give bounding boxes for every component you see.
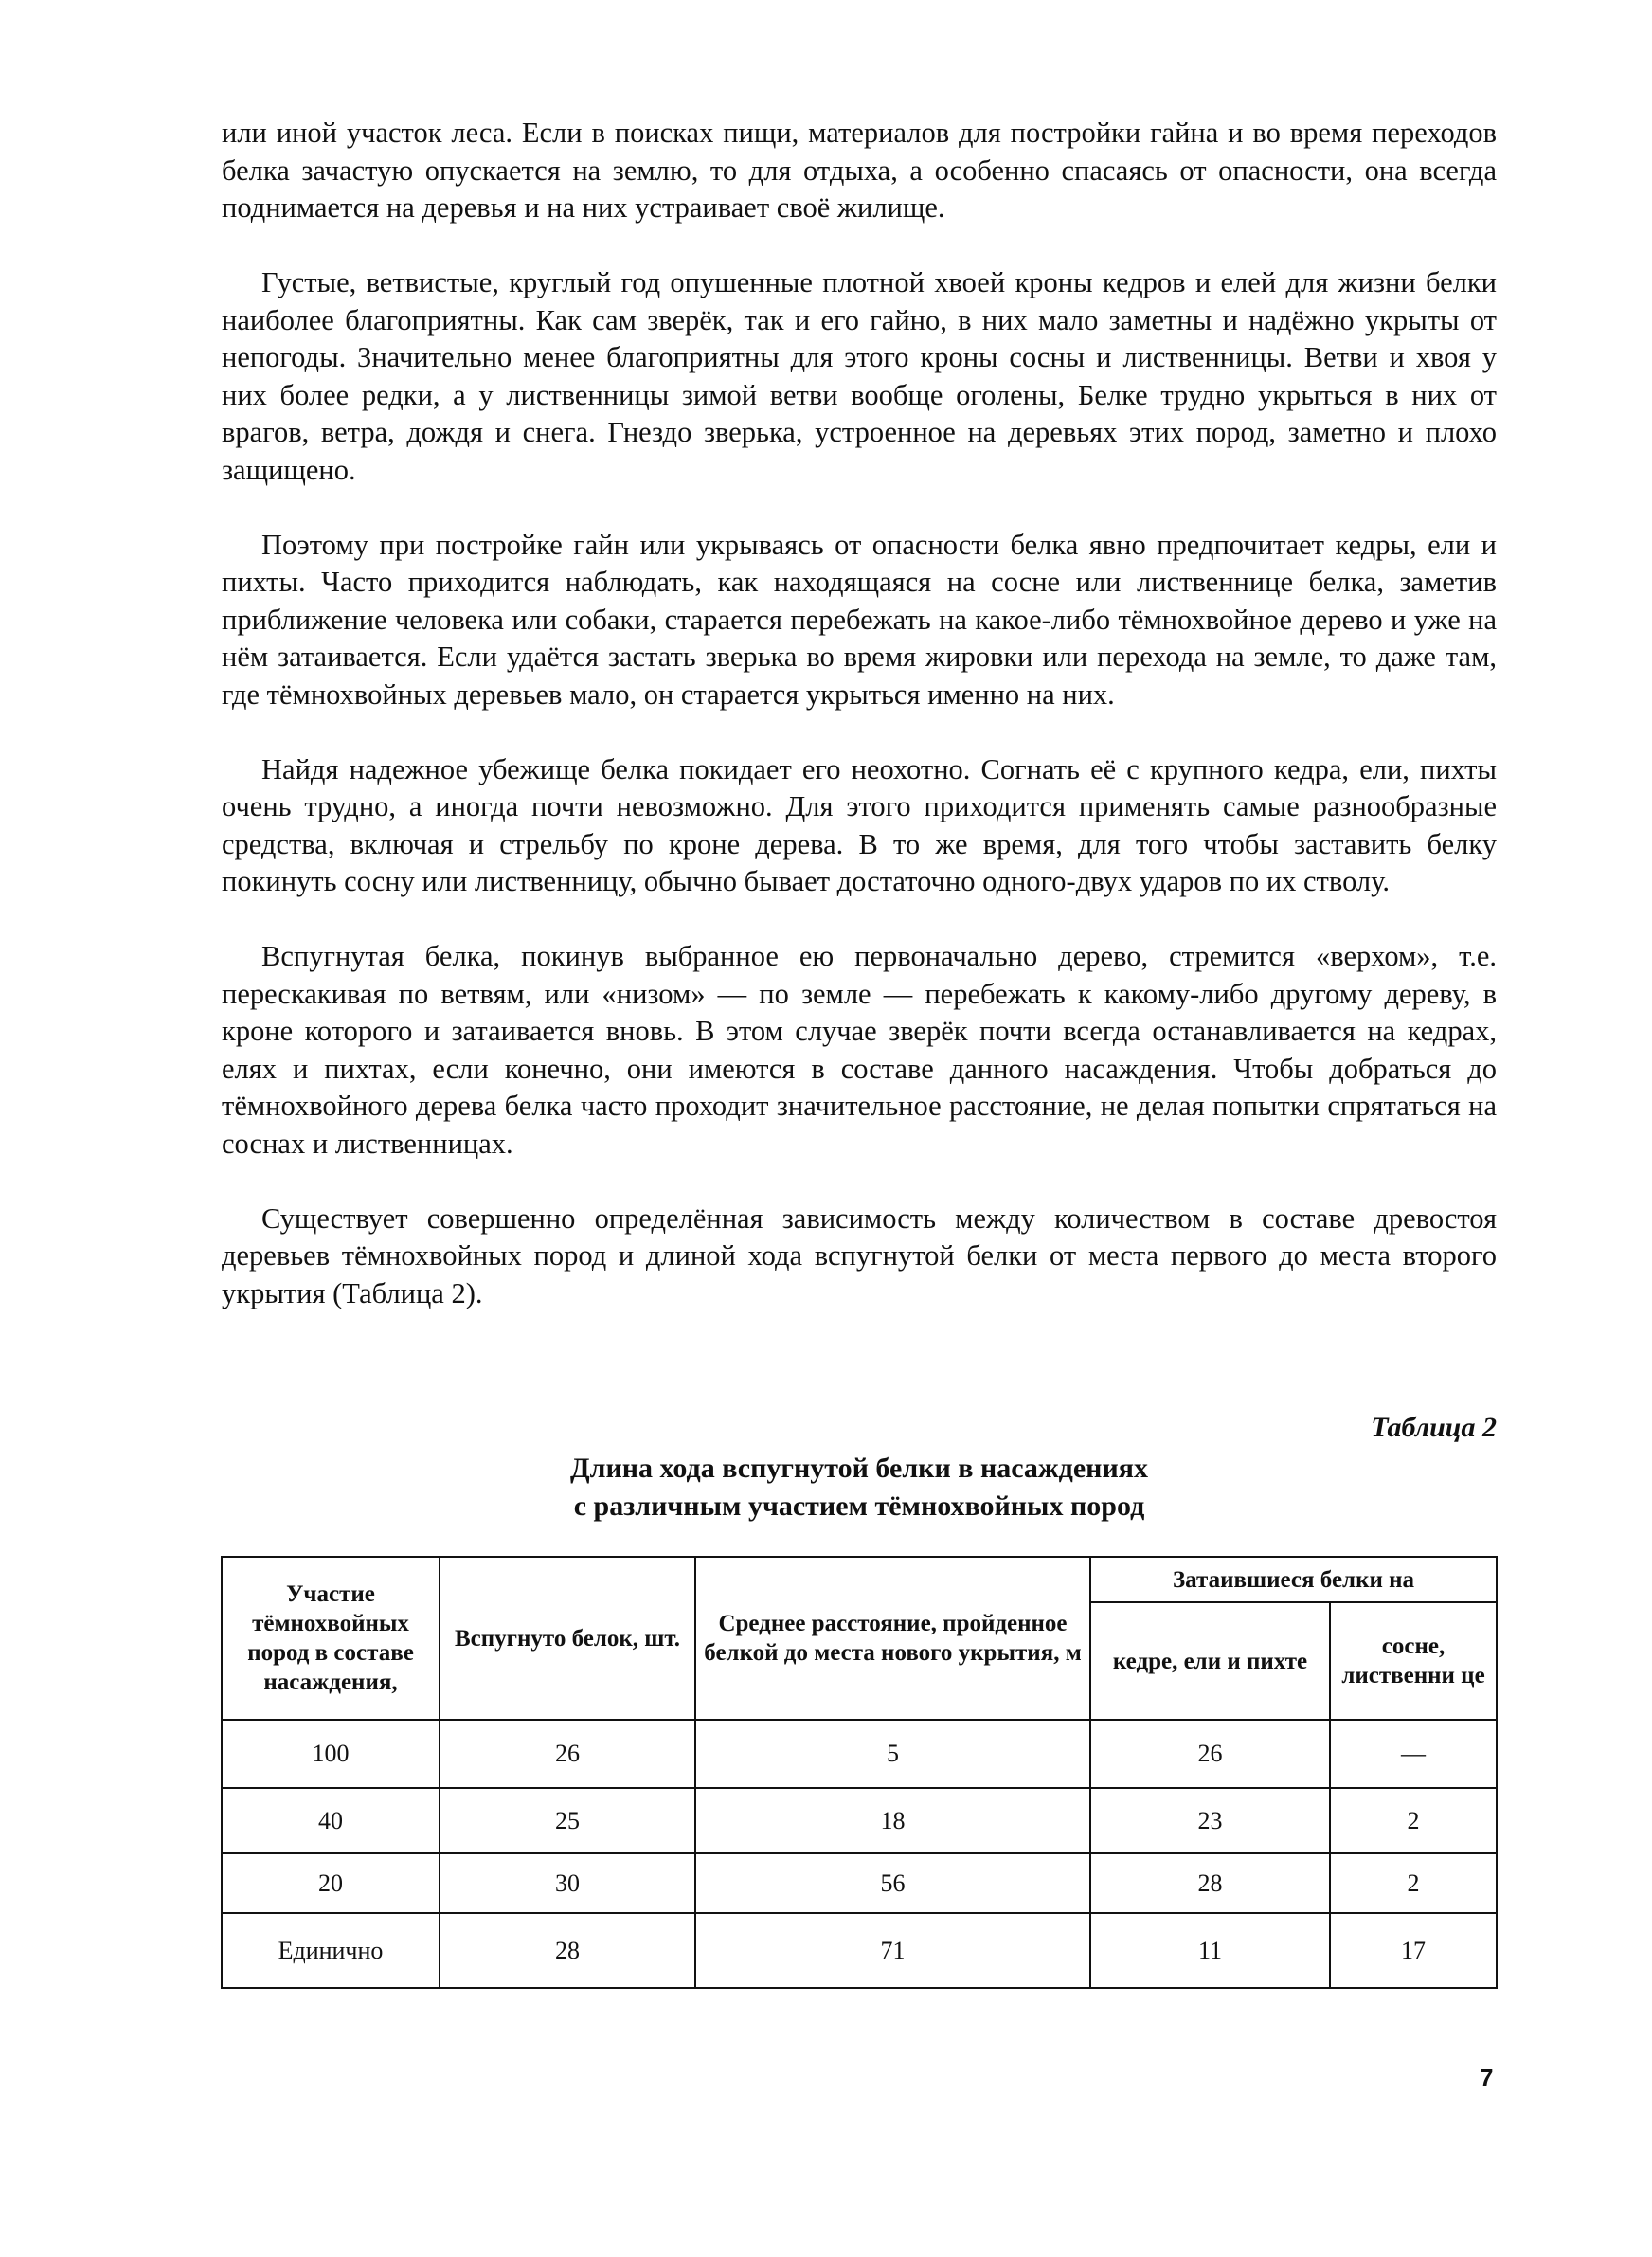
header-participation: Участие тёмнохвойных пород в составе насаждения, — [222, 1557, 440, 1720]
table-row — [222, 1720, 1497, 1788]
paragraph-5: Вспугнутая белка, покинув выбранное ею первоначально дерево, стремится «верхом», т.е. перескакивая по ветвям, или «низом» — по земле — перебежать к какому-либо другому дереву, в кроне которого и затаивается вновь. В этом случае зверёк почти всегда останавливается на кедрах, елях и пихтах, если конечно, они имеются в составе данного насаждения. Чтобы добраться до тёмнохвойного дерева белка часто проходит значительное расстояние, не делая попытки спрятаться на соснах и лиственницах. — [222, 940, 1497, 1160]
body-text — [222, 115, 1497, 1312]
cell-cedar-fir: 23 — [1090, 1788, 1330, 1853]
table-title-line-1: Длина хода вспугнутой белки в насаждениях — [570, 1453, 1148, 1484]
cell-participation: 100 — [222, 1720, 440, 1788]
header-distance: Среднее расстояние, пройденное белкой до места нового укрытия, м — [695, 1557, 1090, 1720]
table-row — [222, 1913, 1497, 1988]
header-pine-larch: сосне, лиственни це — [1330, 1602, 1497, 1720]
cell-flushed: 28 — [440, 1913, 695, 1988]
table-title — [222, 1450, 1497, 1526]
paragraph-3: Поэтому при постройке гайн или укрываясь от опасности белка явно предпочитает кедры, ели и пихты. Часто приходится наблюдать, как находящаяся на сосне или лиственнице белка, заметив приближение человека или собаки, старается перебежать на какое-либо тёмнохвойное дерево и уже на нём затаивается. Если удаётся застать зверька во время жировки или перехода на земле, то даже там, где тёмнохвойных деревьев мало, он старается укрыться именно на них. — [222, 528, 1497, 711]
cell-distance: 56 — [695, 1853, 1090, 1913]
paragraph-6: Существует совершенно определённая зависимость между количеством в составе древостоя деревьев тёмнохвойных пород и длиной хода вспугнутой белки от места первого до места второго укрытия (Таблица 2). — [222, 1201, 1497, 1309]
cell-pine-larch: — — [1330, 1720, 1497, 1788]
cell-pine-larch: 17 — [1330, 1913, 1497, 1988]
cell-flushed: 25 — [440, 1788, 695, 1853]
cell-pine-larch: 2 — [1330, 1853, 1497, 1913]
cell-distance: 5 — [695, 1720, 1090, 1788]
paragraph-2: Густые, ветвистые, круглый год опушенные плотной хвоей кроны кедров и елей для жизни белки наиболее благоприятны. Как сам зверёк, так и его гайно, в них мало заметны и надёжно укрыты от непогоды. Значительно менее благоприятны для этого кроны сосны и лиственницы. Ветви и хвоя у них более редки, а у лиственницы зимой ветви вообще оголены, Белке трудно укрыться в них от врагов, ветра, дождя и снега. Гнездо зверька, устроенное на деревьях этих пород, заметно и плохо защищено. — [222, 266, 1497, 486]
cell-cedar-fir: 26 — [1090, 1720, 1330, 1788]
cell-participation: 20 — [222, 1853, 440, 1913]
cell-cedar-fir: 28 — [1090, 1853, 1330, 1913]
table-title-line-2: с различным участием тёмнохвойных пород — [573, 1490, 1145, 1522]
header-hidden-group: Затаившиеся белки на — [1090, 1557, 1497, 1602]
paragraph-4: Найдя надежное убежище белка покидает его неохотно. Согнать её с крупного кедра, ели, пихты очень трудно, а иногда почти невозможно. Для этого приходится применять самые разнообразные средства, включая и стрельбу по кроне дерева. В то же время, для того чтобы заставить белку покинуть сосну или лиственницу, обычно бывает достаточно одного-двух ударов по их стволу. — [222, 752, 1497, 897]
cell-pine-larch: 2 — [1330, 1788, 1497, 1853]
page-number: 7 — [1480, 2064, 1494, 2092]
data-table — [221, 1556, 1498, 1989]
cell-participation: Единично — [222, 1913, 440, 1988]
cell-distance: 71 — [695, 1913, 1090, 1988]
cell-distance: 18 — [695, 1788, 1090, 1853]
header-cedar-fir: кедре, ели и пихте — [1090, 1602, 1330, 1720]
table-row — [222, 1788, 1497, 1853]
table-row — [222, 1853, 1497, 1913]
cell-cedar-fir: 11 — [1090, 1913, 1330, 1988]
paragraph-1: или иной участок леса. Если в поисках пищи, материалов для постройки гайна и во время переходов белка зачастую опускается на землю, то для отдыха, а особенно спасаясь от опасности, она всегда поднимается на деревья и на них устраивает своё жилище. — [222, 117, 1497, 224]
header-flushed: Вспугнуто белок, шт. — [440, 1557, 695, 1720]
cell-flushed: 26 — [440, 1720, 695, 1788]
cell-flushed: 30 — [440, 1853, 695, 1913]
table-label: Таблица 2 — [1371, 1412, 1497, 1443]
cell-participation: 40 — [222, 1788, 440, 1853]
